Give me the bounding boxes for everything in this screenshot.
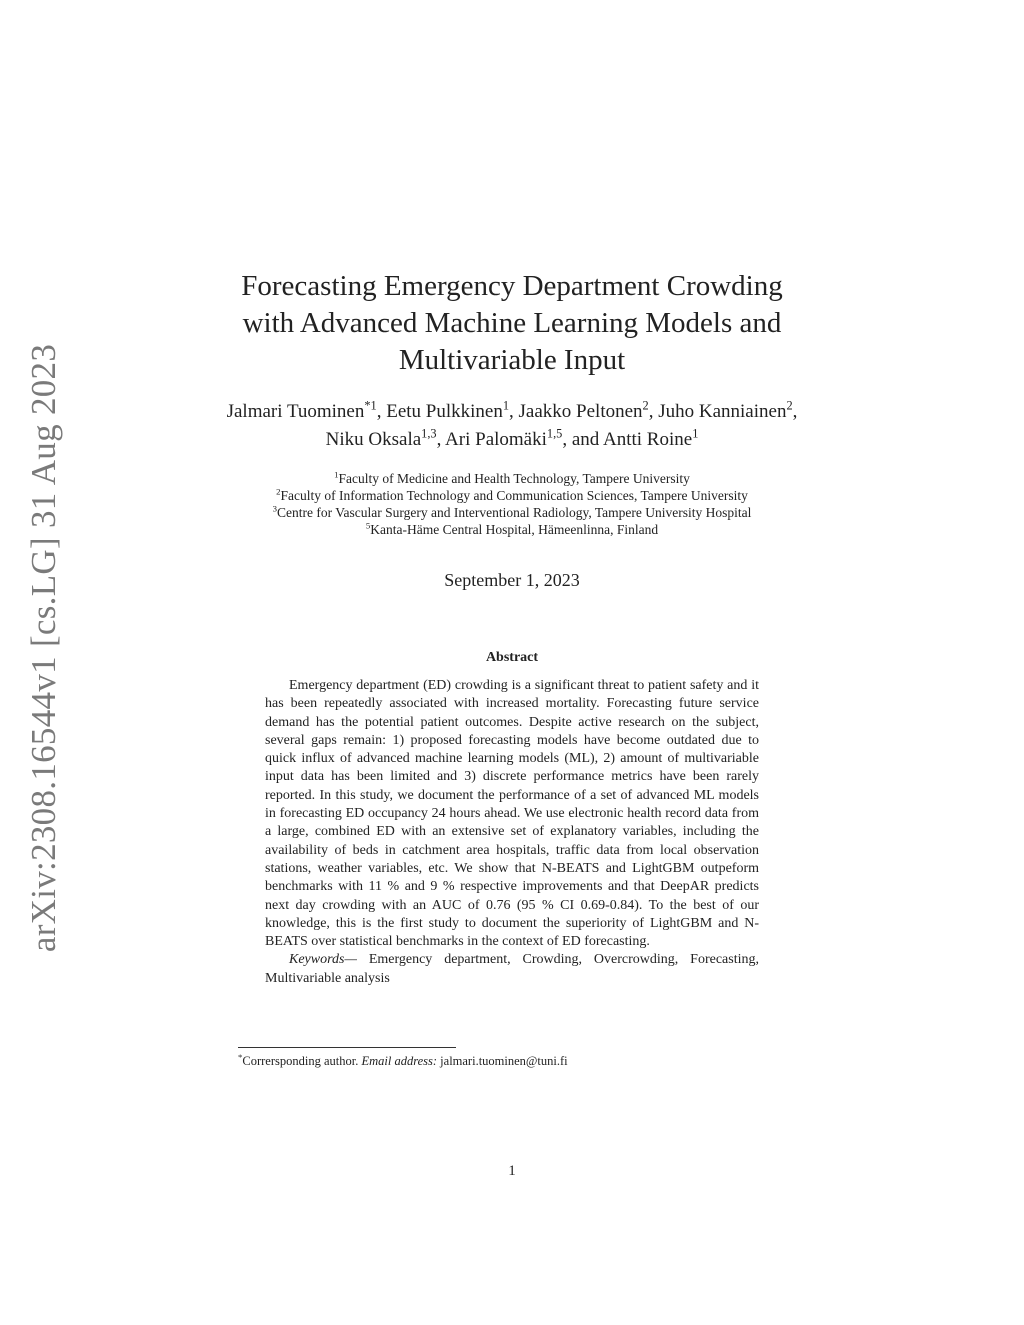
affiliation: $^1$Faculty of Medicine and Health Technology, Tampere University [334,469,690,486]
author: Antti Roine$^1$ [602,426,699,450]
email-address: jalmari.tuominen@tuni.fi [437,1054,568,1069]
publication-date: September 1, 2023 [444,570,580,590]
affiliation: $^3$Centre for Vascular Surgery and Interventional Radiology, Tampere University Hospital [272,503,752,520]
affiliation-list [212,470,812,538]
keywords-text: Emergency department, Crowding, Overcrowding, Forecasting, Multivariable analysis [265,952,759,986]
abstract-body: Emergency department (ED) crowding is a significant threat to patient safety and it has been repeatedly associated with increased mortality. Forecasting future service demand has the potential patient outcomes. Despite active research on the subject, several gaps remain: 1) proposed forecasting models have become outdated due to quick influx of advanced machine learning models (ML), 2) amount of multivariable input data has been limited and 3) discrete performance metrics have been rarely reported. In this study, we document the performance of a set of advanced ML models in forecasting ED occupancy 24 hours ahead. We use electronic health record data from a large, combined ED with an extensive set of explanatory variables, including the availability of beds in catchment area hospitals, traffic data from local observation stations, weather variables, etc. We show that N-BEATS and LightGBM outpeform benchmarks with 11 % and 9 % respective improvements and that DeepAR predicts next day crowding with an AUC of 0.76 (95 % CI 0.69-0.84). To the best of our knowledge, this is the first study to document the superiority of LightGBM and N-BEATS over statistical benchmarks in the context of ED forecasting. [265,678,759,950]
paper-title: Forecasting Emergency Department Crowding with Advanced Machine Learning Models and Multivariable Input [241,270,783,376]
footnote: *Corrersponding author. Email address: jalmari.tuominen@tuni.fi [238,1052,568,1069]
author: Jalmari Tuominen$^{*1}$, [226,398,387,422]
author: Juho Kanniainen$^2$, [658,398,798,422]
author: Niku Oksala$^{1,3}$, [325,426,446,450]
abstract [265,677,759,988]
affiliation: $^5$Kanta-Häme Central Hospital, Hämeenlinna, Finland [365,520,659,537]
affiliation: $^2$Faculty of Information Technology and Communication Sciences, Tampere University [276,486,748,503]
author: Ari Palomäki$^{1,5}$, and [445,426,603,450]
author: Jaakko Peltonen$^2$, [518,398,659,422]
abstract-heading: Abstract [485,650,539,665]
author-list [222,398,802,454]
keywords-label: Keywords— [289,952,357,968]
author: Eetu Pulkkinen$^1$, [386,398,519,422]
footnote-rule [238,1047,456,1048]
arxiv-identifier-stamp: arXiv:2308.16544v1 [cs.LG] 31 Aug 2023 [24,343,63,953]
page-number: 1 [508,1163,516,1179]
keywords [265,951,759,988]
